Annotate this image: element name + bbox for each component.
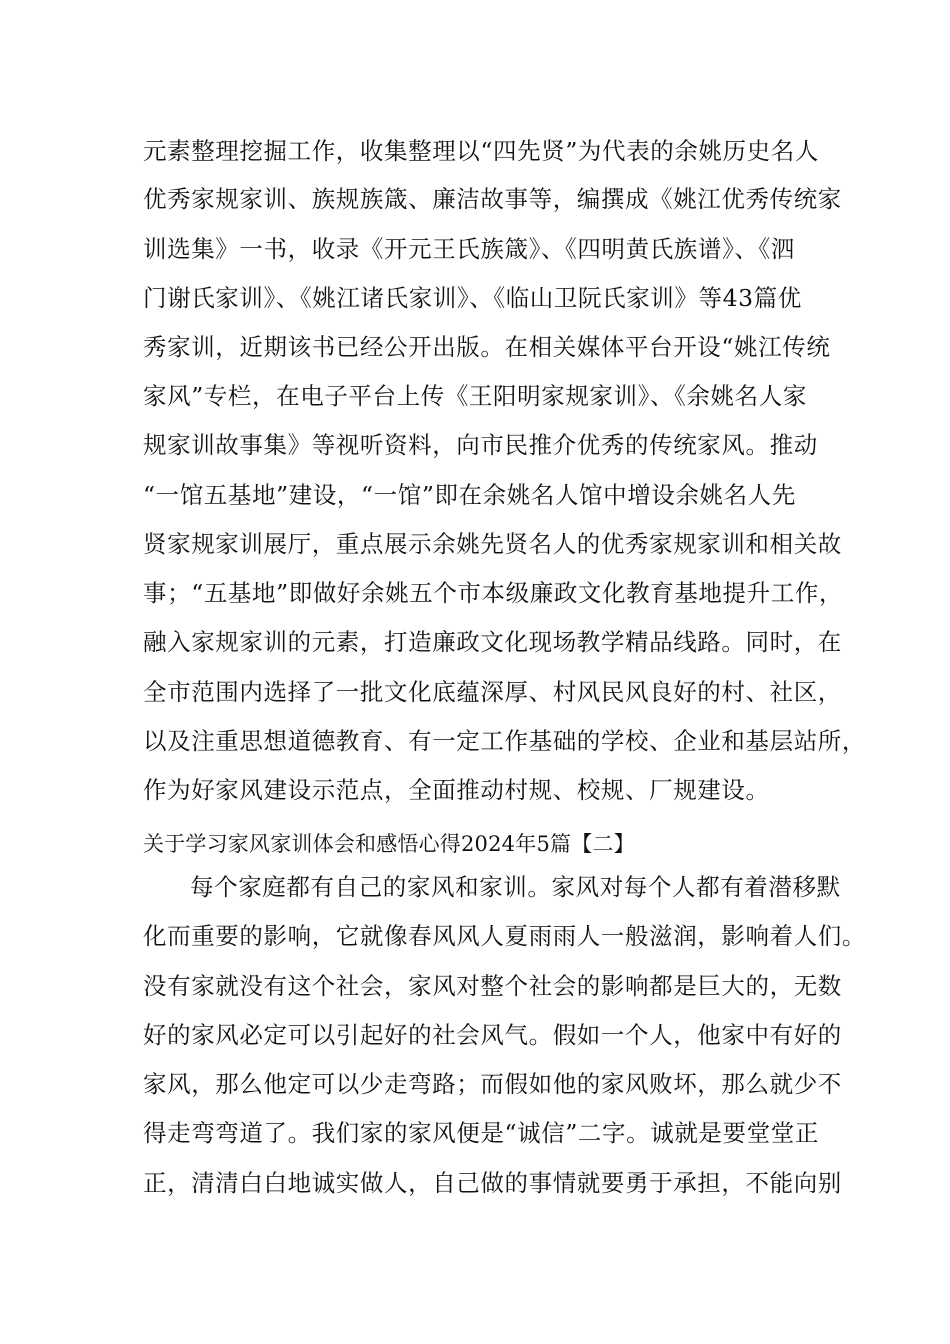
paragraph-1-line: 以及注重思想道德教育、有一定工作基础的学校、企业和基层站所， — [143, 727, 866, 755]
paragraph-1-line: 秀家训，近期该书已经公开出版。在相关媒体平台开设“姚江传统 — [143, 333, 831, 361]
paragraph-1-line: 全市范围内选择了一批文化底蕴深厚、村风民风良好的村、社区， — [143, 678, 842, 706]
paragraph-1-line: 门谢氏家训》、《姚江诸氏家训》、《临山卫阮氏家训》等43篇优 — [143, 284, 802, 312]
paragraph-2-line: 每个家庭都有自己的家风和家训。家风对每个人都有着潜移默 — [190, 873, 841, 901]
paragraph-2-line: 得走弯弯道了。我们家的家风便是“诚信”二字。诚就是要堂堂正 — [143, 1119, 819, 1147]
paragraph-1-line: “一馆五基地”建设，“一馆”即在余姚名人馆中增设余姚名人先 — [143, 481, 796, 509]
paragraph-1-line: 训选集》一书，收录《开元王氏族箴》、《四明黄氏族谱》、《泗 — [143, 235, 795, 263]
paragraph-1-line: 作为好家风建设示范点，全面推动村规、校规、厂规建设。 — [143, 776, 770, 804]
paragraph-1-line: 事；“五基地”即做好余姚五个市本级廉政文化教育基地提升工作， — [143, 579, 844, 607]
paragraph-1-line: 优秀家规家训、族规族箴、廉洁故事等，编撰成《姚江优秀传统家 — [143, 185, 842, 213]
paragraph-1-line: 元素整理挖掘工作，收集整理以“四先贤”为代表的余姚历史名人 — [143, 137, 819, 165]
section-heading: 关于学习家风家训体会和感悟心得2024年5篇【二】 — [143, 832, 635, 856]
paragraph-2-line: 好的家风必定可以引起好的社会风气。假如一个人，他家中有好的 — [143, 1021, 842, 1049]
paragraph-1-line: 家风”专栏，在电子平台上传《王阳明家规家训》、《余姚名人家 — [143, 382, 807, 410]
paragraph-2-line: 家风，那么他定可以少走弯路；而假如他的家风败坏，那么就少不 — [143, 1070, 842, 1098]
paragraph-1-line: 贤家规家训展厅，重点展示余姚先贤名人的优秀家规家训和相关故 — [143, 530, 842, 558]
paragraph-2-line: 没有家就没有这个社会，家风对整个社会的影响都是巨大的，无数 — [143, 972, 842, 1000]
paragraph-2-line: 化而重要的影响，它就像春风风人夏雨雨人一般滋润，影响着人们。 — [143, 922, 866, 950]
paragraph-2-line: 正，清清白白地诚实做人，自己做的事情就要勇于承担，不能向别 — [143, 1169, 842, 1197]
paragraph-1-line: 融入家规家训的元素，打造廉政文化现场教学精品线路。同时，在 — [143, 628, 842, 656]
paragraph-1-line: 规家训故事集》等视听资料，向市民推介优秀的传统家风。推动 — [143, 431, 818, 459]
